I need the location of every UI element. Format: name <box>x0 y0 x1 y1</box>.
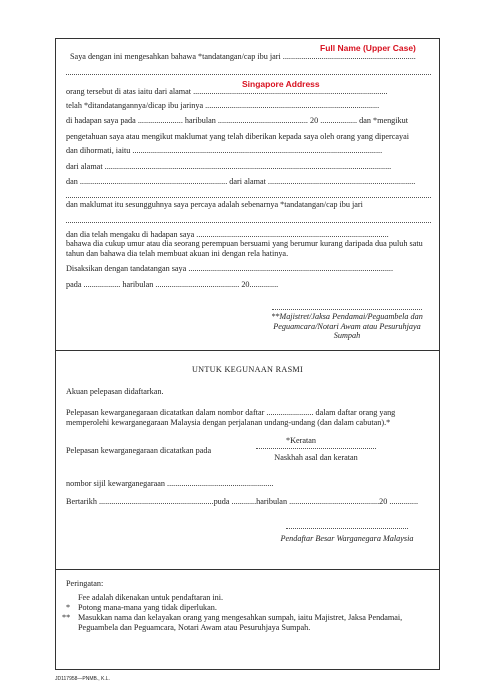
blank-line <box>66 221 431 223</box>
registrar-title: Pendaftar Besar Warganegara Malaysia <box>280 534 414 543</box>
full-name-annotation: Full Name (Upper Case) <box>320 43 416 53</box>
blank-line <box>66 73 431 75</box>
note-1: Fee adalah dikenakan untuk pendaftaran ini. <box>78 593 224 602</box>
declaration-line-5: di hadapan saya pada ...................... haribulan ............................................ 20 .................. dan *mengikut <box>66 116 409 125</box>
declaration-line-15: Disaksikan dengan tandatangan saya .................................................................................................... <box>66 264 394 273</box>
blank-line <box>66 196 431 198</box>
signature-line <box>272 309 422 310</box>
section-divider <box>56 350 439 351</box>
official-received: Akuan pelepasan didaftarkan. <box>66 387 164 396</box>
note-3: Masukkan nama dan kelayakan orang yang mengesahkan sumpah, iaitu Majistret, Jaksa Pendamai, Peguambela dan Peguamcara, Notari Awam atau Pesuruhjaya Sumpah. <box>78 613 403 632</box>
original-label: Naskhah asal dan keratan <box>274 453 358 462</box>
declaration-line-1: Saya dengan ini mengesahkan bahawa *tandatangan/cap ibu jari ................................................................. <box>70 52 416 61</box>
signatory-title: **Majistret/Jaksa Pendamai/Peguambela dan Peguamcara/Notari Awam atau Pesuruhjaya Sumpah <box>271 312 423 340</box>
official-registered: Pelepasan kewarganegaraan dicatatkan dalam nombor daftar ....................... dalam daftar orang yang memperolehi kewarganegaraan Malaysia dengan perjalanan undang-undang (dan dalam cabutan).* <box>66 408 396 427</box>
notes-heading: Peringatan: <box>66 579 104 588</box>
registrar-signature-line <box>286 528 408 529</box>
declaration-line-3: orang tersebut di atas iaitu dari alamat ............................................................................................... <box>66 87 388 96</box>
section-divider <box>56 569 439 570</box>
extract-label: *Keratan <box>286 436 317 445</box>
declaration-line-8: dari alamat ............................................................................................................................................ <box>66 162 392 171</box>
note-2: Potong mana-mana yang tidak diperlukan. <box>78 603 217 612</box>
recorded-label: Pelepasan kewarganegaraan dicatatkan pada <box>66 446 212 455</box>
address-annotation: Singapore Address <box>242 79 320 89</box>
certificate-number: nombor sijil kewarganegaraan .................................................... <box>66 479 274 488</box>
official-dated: Bertarikh ........................................................puda ............haribulan ............................................20 .............. <box>66 497 419 506</box>
note-3-mark: ** <box>62 613 71 622</box>
declaration-line-13: dan dia telah mengaku di hadapan saya .............................................................................................. <box>66 230 389 239</box>
note-2-mark: * <box>66 603 71 612</box>
recorded-line <box>256 448 376 449</box>
declaration-line-6: pengetahuan saya atau mengikut maklumat yang telah diberikan kepada saya oleh orang yang dipercayai <box>66 132 410 141</box>
declaration-line-16: pada .................. haribulan ......................................... 20.............. <box>66 280 279 289</box>
declaration-line-4: telah *ditandatangannya/dicap ibu jarinya ..................................................................................... <box>66 101 380 110</box>
declaration-line-11: dan maklumat itu sesungguhnya saya percaya adalah sebenarnya *tandatangan/cap ibu jari <box>66 200 363 209</box>
footer-code: JD117958—PNMB., K.L. <box>55 676 110 682</box>
declaration-line-9: dan ........................................................................ dari alamat ........................................................................ <box>66 177 416 186</box>
official-use-heading: UNTUK KEGUNAAN RASMI <box>191 365 304 374</box>
declaration-line-7: dan dihormati, iaitu .......................................................................................................................... <box>66 146 383 155</box>
form-frame <box>55 38 440 670</box>
declaration-line-14: bahawa dia cukup umur atau dia seorang perempuan bersuami yang berumur kurang daripada dua puluh satu tahun dan bahawa dia telah membuat akuan ini dengan rela hatinya. <box>66 239 423 258</box>
